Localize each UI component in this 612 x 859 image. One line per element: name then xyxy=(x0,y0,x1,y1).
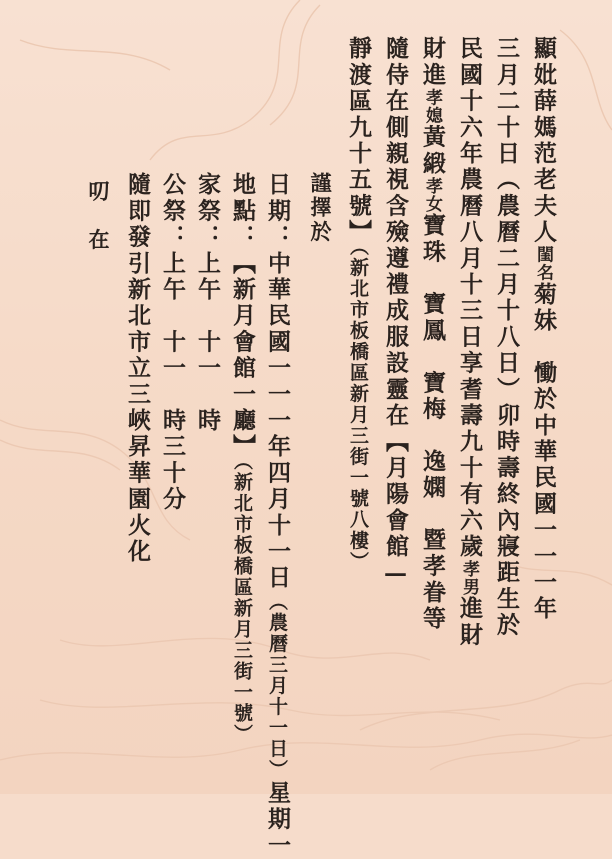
notice-column-2: 三月二十日（農曆二月十八日）卯時壽終內寢距生於 xyxy=(493,36,520,639)
schedule-heading: 謹擇於 xyxy=(308,172,333,245)
place-value: 【新月會館一廳】 xyxy=(229,250,256,461)
public-rite-time xyxy=(161,172,184,513)
family-rite-value: 上午 十一 時 xyxy=(194,250,221,435)
notice-column-4 xyxy=(421,36,444,632)
date-lunar-note: （農曆三月十一日） xyxy=(266,591,288,781)
date-weekday: 星期一 xyxy=(264,780,291,859)
daughter-in-law-name: 黃緞 xyxy=(419,124,446,177)
cremation-notice: 隨即發引新北市立三峽昇華園火化 xyxy=(124,172,151,565)
notice-column-5: 隨侍在側親視含殮遵禮成服設靈在【月陽會館— xyxy=(382,36,409,591)
passing-date-intro: 菊妹 慟於中華民國一一一年 xyxy=(530,281,557,623)
daughters-names: 寶珠 寶鳳 寶梅 逸嫻 暨孝眷等 xyxy=(419,212,446,633)
memorial-hall-address: 靜渡區九十五號】 xyxy=(345,36,372,246)
birth-and-age: 民國十六年農曆八月十三日享耆壽九十有六歲 xyxy=(456,36,483,560)
memorial-hall-address-note: （新北市板橋區新月三街一號八樓） xyxy=(347,245,369,573)
date-label: 日期： xyxy=(264,172,291,251)
deceased-title: 顯妣薛媽范老夫人 xyxy=(530,36,557,246)
date-value: 中華民國一一一年四月十一日 xyxy=(264,250,291,592)
notice-column-6 xyxy=(347,36,370,572)
notice-column-1 xyxy=(532,36,555,622)
funeral-place xyxy=(231,172,254,745)
public-rite-value: 上午 十一 時三十分 xyxy=(159,250,186,513)
son-name: 進財 xyxy=(456,596,483,649)
public-rite-label: 公祭： xyxy=(159,172,186,251)
filial-son-label: 孝男 xyxy=(459,560,479,596)
notice-column-3 xyxy=(458,36,481,648)
son-name-continued: 財進 xyxy=(419,36,446,89)
given-name-label: 閨名 xyxy=(533,245,553,282)
funeral-date xyxy=(266,172,289,859)
family-rite-time xyxy=(196,172,219,434)
family-rite-label: 家祭： xyxy=(194,172,221,251)
daughter-in-law-label: 孝媳 xyxy=(422,88,442,125)
place-label: 地點： xyxy=(229,172,256,251)
filial-daughter-label: 孝女 xyxy=(422,176,442,213)
place-address-note: （新北市板橋區新月三街一號） xyxy=(231,460,253,745)
closing-phrase: 叨 在 xyxy=(86,180,111,253)
